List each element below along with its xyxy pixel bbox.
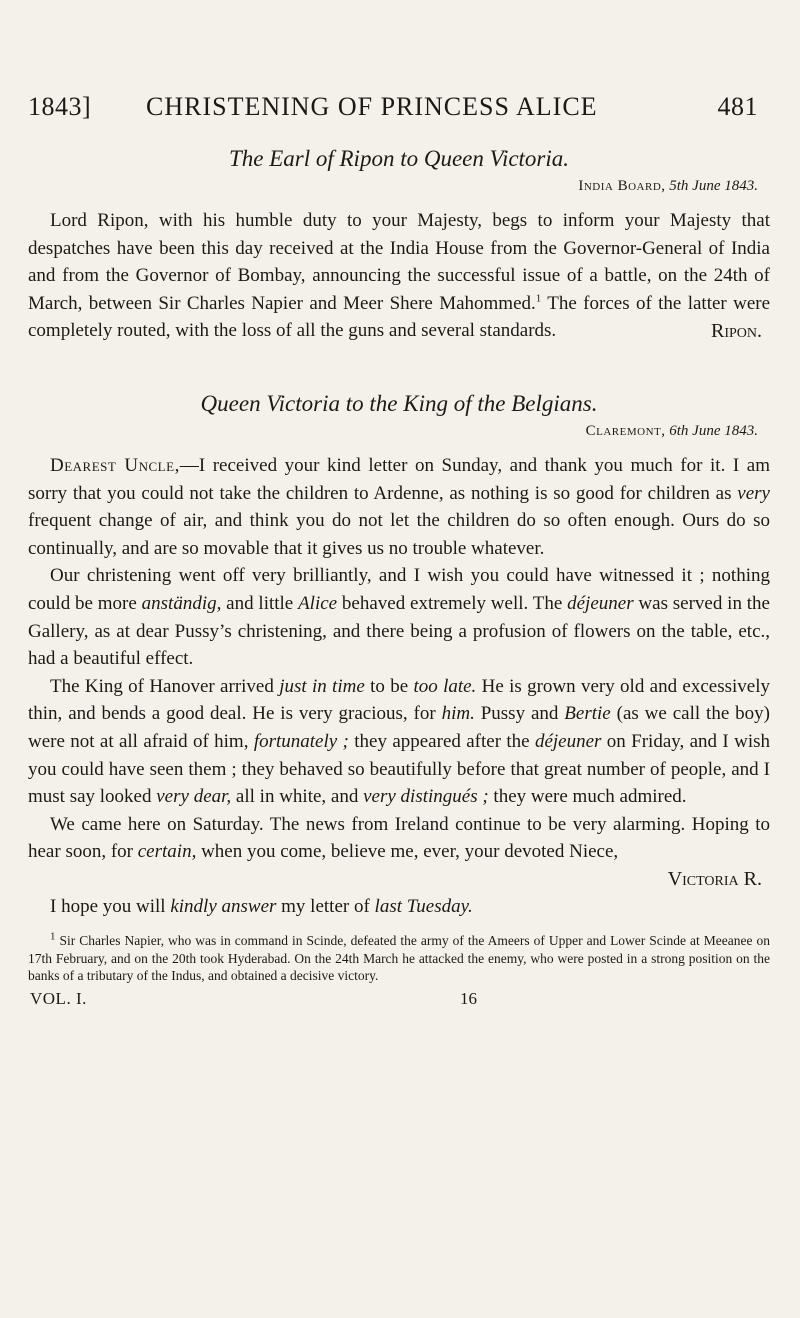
p3-i7: very dear, <box>156 786 232 808</box>
running-head-year: 1843] <box>28 92 92 121</box>
letter2-dateline-date: 6th June 1843. <box>669 422 758 439</box>
p3-e: (as we call the boy) were not at all afraid of him, <box>28 703 770 752</box>
page-body <box>28 146 770 1013</box>
letter2-paragraph-3 <box>28 673 770 811</box>
p4-i1: certain, <box>137 841 197 863</box>
letter1-dateline-place: India Board, <box>578 178 666 194</box>
p2-b: and little <box>221 592 299 614</box>
letter2-p1-text: —I received your kind letter on Sunday, and thank you much for it. I am sorry that you could not take the children to Ardenne, as nothing is so good for children as <box>28 454 770 504</box>
letter2-heading: Queen Victoria to the King of the Belgians. <box>200 390 598 416</box>
p3-b: to be <box>364 675 414 697</box>
p3-i6: déjeuner <box>534 730 602 752</box>
signature-mark: 16 <box>460 988 477 1008</box>
p3-i2: too late. <box>413 675 477 697</box>
p3-i4: Bertie <box>564 703 611 725</box>
p3-i3: him. <box>441 703 475 725</box>
letter2-signature: Victoria R. <box>667 867 762 890</box>
page-number: 481 <box>717 92 758 121</box>
p3-i5: fortunately ; <box>253 730 349 752</box>
footnote-text: Sir Charles Napier, who was in command in Scinde, defeated the army of the Ameers of Upper and Lower Scinde at Meeanee on 17th February, and on the 20th took Hyderabad. On the 24th March he attacked the enemy, who were posted in a strong position on the banks of a tributary of the Indus, and obtained a decisive victory. <box>28 933 770 984</box>
p4-a: We came here on Saturday. The news from Ireland continue to be very alarming. Hoping to hear soon, for <box>28 813 770 863</box>
p3-d: Pussy and <box>474 703 565 725</box>
letter1-dateline-date: 5th June 1843. <box>669 178 758 194</box>
p3-i: they were much admired. <box>488 786 687 808</box>
p3-g: on Friday, and I wish you could have seen them ; they behaved so beautifully before that great number of people, and I must say looked <box>28 730 770 808</box>
p3-c: He is grown very old and excessively thin, and bends a good deal. He is very gracious, for <box>28 675 770 725</box>
p2-a: Our christening went off very brilliantly, and I wish you could have witnessed it ; nothing could be more <box>28 565 770 614</box>
p4-b: when you come, believe me, ever, your devoted Niece, <box>196 841 619 863</box>
letter1-signature: Ripon. <box>710 319 762 342</box>
ps-i1: kindly answer <box>170 895 277 917</box>
running-head-title: CHRISTENING OF PRINCESS ALICE <box>146 92 598 121</box>
letter1-heading: The Earl of Ripon to Queen Victoria. <box>228 146 570 171</box>
ps-a: I hope you will <box>50 895 171 917</box>
p2-i2: Alice <box>298 592 338 614</box>
volume-label: VOL. I. <box>30 988 87 1008</box>
letter1-body-start: Lord Ripon, with his humble duty to your Majesty, begs to inform your Majesty that despatches have been this day received at the India House from the Governor-General of India and from the Governor of Bombay, announcing the successful issue of a battle, on the 24th of March, between Sir Charles Napier and Meer Shere Mahommed. <box>28 210 770 314</box>
footnote <box>28 932 770 985</box>
letter2-dateline <box>28 423 770 440</box>
ps-b: my letter of <box>276 895 375 917</box>
letter2-p1-italic: very <box>737 482 770 504</box>
running-head <box>28 92 770 132</box>
p2-c: behaved extremely well. The <box>337 592 568 614</box>
p3-f: they appeared after the <box>348 730 535 752</box>
p3-h: all in white, and <box>231 786 364 808</box>
p3-i1: just in time <box>279 675 365 697</box>
p2-d: was served in the Gallery, as at dear Pussy’s christening, and there being a profusion of flowers on the table, etc., had a beautiful effect. <box>28 592 770 670</box>
letter2-paragraph-2 <box>28 562 770 672</box>
p2-i1: anständig, <box>141 592 222 614</box>
letter1-body-end: The forces of the latter were completely routed, with the loss of all the guns and several standards. <box>28 292 771 342</box>
letter2-postscript <box>28 893 770 921</box>
letter2-salutation: Dearest Uncle, <box>50 454 180 476</box>
letter2-dateline-place: Claremont, <box>585 422 666 439</box>
p3-i8: very distingués ; <box>363 786 489 808</box>
letter2-paragraph-1 <box>28 452 770 562</box>
p2-i3: déjeuner <box>567 592 634 614</box>
p3-a: The King of Hanover arrived <box>50 675 280 697</box>
letter1-dateline <box>28 178 770 195</box>
letter2-p1-end: frequent change of air, and think you do not let the children do so often enough. Ours do so continually, and are so movable that it gives us no trouble whatever. <box>28 510 770 559</box>
ps-i2: last Tuesday. <box>374 895 473 917</box>
footnote-mark: 1 <box>50 930 56 943</box>
book-page <box>28 0 770 1318</box>
letter2-paragraph-4 <box>28 811 770 866</box>
page-footer <box>28 989 770 1013</box>
footnote-ref: 1 <box>535 292 542 305</box>
